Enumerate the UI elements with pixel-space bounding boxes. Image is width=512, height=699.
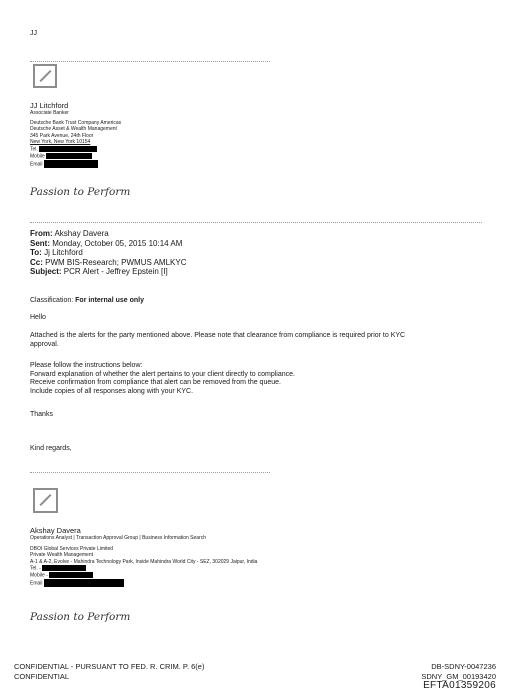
instructions (30, 362, 490, 396)
classification-value: For internal use only (75, 297, 144, 304)
efta-number: EFTA01359206 (423, 680, 496, 691)
cc-value: PWM BIS-Research; PWMUS AMLKYC (45, 257, 187, 267)
redaction-box (49, 572, 93, 578)
sig1-tagline: Passion to Perform (30, 186, 131, 198)
sig1-address1: 345 Park Avenue, 24th Floor (30, 132, 94, 139)
regards: Kind regards, (30, 445, 72, 452)
email-header (30, 229, 480, 277)
sig1-name: JJ Litchford (30, 101, 69, 110)
bates-number-1: DB-SDNY-0047236 (431, 662, 496, 671)
redaction-box (42, 565, 86, 571)
instruction-item: Forward explanation of whether the alert pertains to your client directly to compliance. (30, 370, 295, 378)
sig2-email-row (30, 579, 500, 587)
footer-right (421, 662, 496, 691)
instruction-item: Include copies of all responses along with your KYC. (30, 387, 194, 395)
sig1-mobile-label: Mobile (30, 153, 45, 160)
sig1-mobile-row (30, 153, 330, 160)
deutsche-bank-logo-icon (33, 64, 57, 88)
sig2-tel-label: Tel. - (30, 565, 41, 572)
sig1-org: Deutsche Bank Trust Company Americas (30, 119, 122, 126)
sig2-title: Operations Analyst | Transaction Approval Group | Business Information Search (30, 535, 207, 541)
greeting: Hello (30, 314, 46, 321)
to-row: To: Jj Litchford (30, 248, 83, 258)
confidential-line-2: CONFIDENTIAL (14, 671, 70, 681)
sent-value: Monday, October 05, 2015 10:14 AM (52, 238, 183, 248)
sig2-address: A-1 & A-2, Evolve - Mahindra Technology Park, Inside Mahindra World City - SEZ, 302029 Jaipur, India (30, 558, 258, 565)
to-value: Jj Litchford (44, 248, 83, 258)
instruction-item: Receive confirmation from compliance that alert can be removed from the queue. (30, 379, 281, 387)
separator-line (30, 61, 270, 62)
sig1-address2: New York, New York 10154 (30, 139, 91, 146)
sig2-mobile-row (30, 572, 500, 579)
classification-line: Classification: For internal use only (30, 297, 144, 304)
sig1-dept: Deutsche Asset & Wealth Management (30, 126, 117, 133)
bates-number-2: SDNY_GM_00193420 (421, 671, 496, 681)
redaction-box (46, 153, 92, 159)
cc-row: Cc: PWM BIS-Research; PWMUS AMLKYC (30, 257, 187, 267)
from-value: Akshay Davera (54, 229, 109, 238)
deutsche-bank-logo-icon (33, 488, 58, 513)
sig1-tel-label: Tel. (30, 146, 38, 153)
instructions-intro: Please follow the instructions below: (30, 362, 143, 369)
sig2-email-label: Email (30, 580, 43, 587)
sig2-tagline: Passion to Perform (30, 611, 131, 623)
sig1-title: Associate Banker (30, 110, 69, 116)
sig2-dept: Private Wealth Management (30, 552, 93, 559)
signature-block-1 (30, 101, 330, 168)
redaction-box (44, 160, 98, 168)
confidential-line-1: CONFIDENTIAL - PURSUANT TO FED. R. CRIM. P. 6(e) (14, 662, 205, 671)
signature-block-2 (30, 526, 500, 587)
subject-row: Subject: PCR Alert - Jeffrey Epstein [I] (30, 267, 168, 277)
sig2-tel-row (30, 565, 500, 572)
thanks: Thanks (30, 411, 53, 418)
sig1-email-label: Email (30, 161, 43, 168)
subject-value: PCR Alert - Jeffrey Epstein [I] (63, 267, 168, 277)
sig2-org: DBOI Global Services Private Limited (30, 545, 114, 552)
separator-line (30, 472, 270, 473)
paragraph-1: Attached is the alerts for the party mentioned above. Please note that clearance from compliance is required prior to KYC approval. (30, 332, 406, 348)
redaction-box (39, 146, 97, 152)
sig2-name: Akshay Davera (30, 526, 81, 535)
footer-left (14, 662, 204, 681)
redaction-box (44, 579, 124, 587)
separator-line (30, 222, 482, 223)
sig1-email-row (30, 160, 330, 168)
sent-row: Sent: Monday, October 05, 2015 10:14 AM (30, 238, 183, 248)
sig1-tel-row (30, 146, 330, 153)
sig2-mobile-label: Mobile - (30, 572, 48, 579)
from-row: From: Akshay Davera (30, 229, 109, 238)
top-initials: JJ (30, 30, 37, 37)
